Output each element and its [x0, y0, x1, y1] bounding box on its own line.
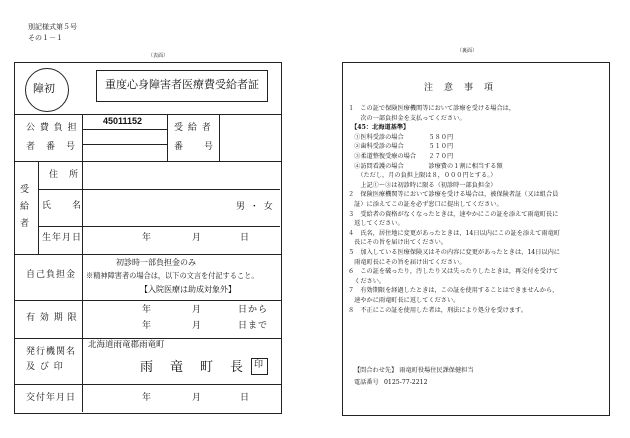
notice-line-1: １ この証で保険医療機関等において診療を受ける場合は， [348, 105, 516, 112]
payer-number: 45011152 [103, 116, 143, 126]
notice-line-3: 【45：北海道基準】 [348, 124, 410, 132]
issue-year: 年 [142, 393, 153, 403]
issuer-address: 北海道雨竜郡雨竜町 [88, 340, 165, 350]
recipient-side-1: 受 [20, 185, 31, 195]
form-sub-number: その１－１ [28, 34, 63, 42]
dob-day: 日 [240, 233, 251, 243]
notice-line-11: 証）に添えてこの証を必ず窓口に提出してください。 [348, 201, 503, 208]
valid-to-month: 月 [192, 321, 203, 331]
gender-field: 男 ・ 女 [236, 202, 274, 212]
issue-date-label: 交付年月日 [26, 393, 77, 403]
copay-label: 自己負担金 [26, 270, 77, 280]
validity-label: 有 効 期 限 [26, 313, 78, 323]
issuer-name: 雨 竜 町 長 [140, 360, 246, 375]
phone-number: 0125-77-2212 [384, 379, 428, 386]
name-label: 氏 名 [42, 201, 83, 211]
back-caption: （裏面） [457, 48, 478, 54]
recipient-number-label-2: 番 号 [174, 142, 215, 152]
recipient-side-3: 者 [20, 219, 31, 229]
notice-line-19: ください。 [348, 277, 386, 285]
notice-line-4: ①医科受診の場合 ５８０円 [348, 133, 454, 141]
phone-label: 電話番号 [354, 379, 379, 386]
issuer-label-2: 及 び 印 [26, 362, 64, 372]
front-caption: （表面） [148, 53, 169, 59]
copay-line-1: 初診時一部負担金のみ [116, 258, 196, 267]
notice-line-17: 雨竜町長にその旨を届け出てください。 [348, 258, 466, 266]
payer-label-2: 者 番 号 [26, 142, 77, 152]
issue-day: 日 [240, 393, 251, 403]
valid-to-suffix: 日まで [238, 321, 269, 331]
issue-month: 月 [192, 393, 203, 403]
valid-from-suffix: 日から [238, 305, 269, 315]
notice-line-21: 速やかに雨竜町長に返してください。 [348, 297, 460, 304]
dob-year: 年 [142, 233, 153, 243]
notice-line-9: 上記①～③は初診時に限る（初診時一部負担金） [348, 181, 497, 189]
dob-month: 月 [192, 233, 203, 243]
contact-line: 【問合わせ先】 雨竜町役場住民課保健担当 [354, 367, 474, 374]
issuer-seal: 印 [254, 360, 264, 370]
back-title: 注 意 事 項 [424, 83, 495, 93]
copay-line-3: 【入院医療は助成対象外】 [140, 285, 236, 294]
valid-from-month: 月 [192, 305, 203, 315]
notice-line-8: （ただし，月の負担上限は８，０００円とする。） [348, 172, 497, 180]
payer-label-1: 公 費 負 担 [26, 123, 78, 133]
notice-line-6: ③柔道整復受療の場合 ２７０円 [348, 153, 454, 160]
valid-to-year: 年 [142, 321, 153, 331]
issuer-label-1: 発行機関名 [26, 347, 77, 357]
notice-line-5: ②歯科受診の場合 ５１０円 [348, 143, 454, 151]
notice-line-18: ６ この証を破ったり，汚したり又は失ったりしたときは，再交付を受けて [348, 268, 559, 276]
valid-from-year: 年 [142, 305, 153, 315]
form-number: 別記様式第５号 [28, 23, 77, 31]
notice-line-22: ８ 不正にこの証を使用した者は，刑法により処分を受けます。 [348, 306, 527, 314]
notice-line-10: ２ 保険医療機関等において診療を受ける場合は，被保険者証（又は組合員 [348, 191, 559, 199]
notice-line-12: ３ 受給者の資格がなくなったときは，速やかにこの証を添えて雨竜町長に [348, 210, 559, 218]
copay-line-2: ※精神障害者の場合は，以下の文言を付記すること。 [86, 271, 259, 280]
recipient-side-2: 給 [20, 202, 31, 212]
dob-label: 生年月日 [42, 233, 83, 243]
card-title: 重度心身障害者医療費受給者証 [105, 78, 259, 91]
notice-line-16: ５ 加入している医療保険又はその内容に変更があったときは，14日以内に [348, 249, 560, 256]
notice-line-13: 返してください。 [348, 220, 404, 228]
seal-label: 障初 [33, 82, 55, 95]
notice-line-20: ７ 有効期限を経過したときは，この証を使用することはできませんから， [348, 287, 559, 295]
notice-line-14: ４ 氏名，居住地に変更があったときは，14日以内にこの証を添えて雨竜町 [348, 229, 560, 237]
notice-line-2: 次の一部負担金を支払ってください。 [348, 114, 466, 122]
notice-line-7: ④訪問看護の場合 診療費の１割に相当する額 [348, 162, 503, 170]
address-label: 住 所 [49, 170, 80, 180]
notice-line-15: 長にその旨を届け出てください。 [348, 239, 447, 247]
recipient-number-label-1: 受 給 者 [174, 123, 212, 133]
